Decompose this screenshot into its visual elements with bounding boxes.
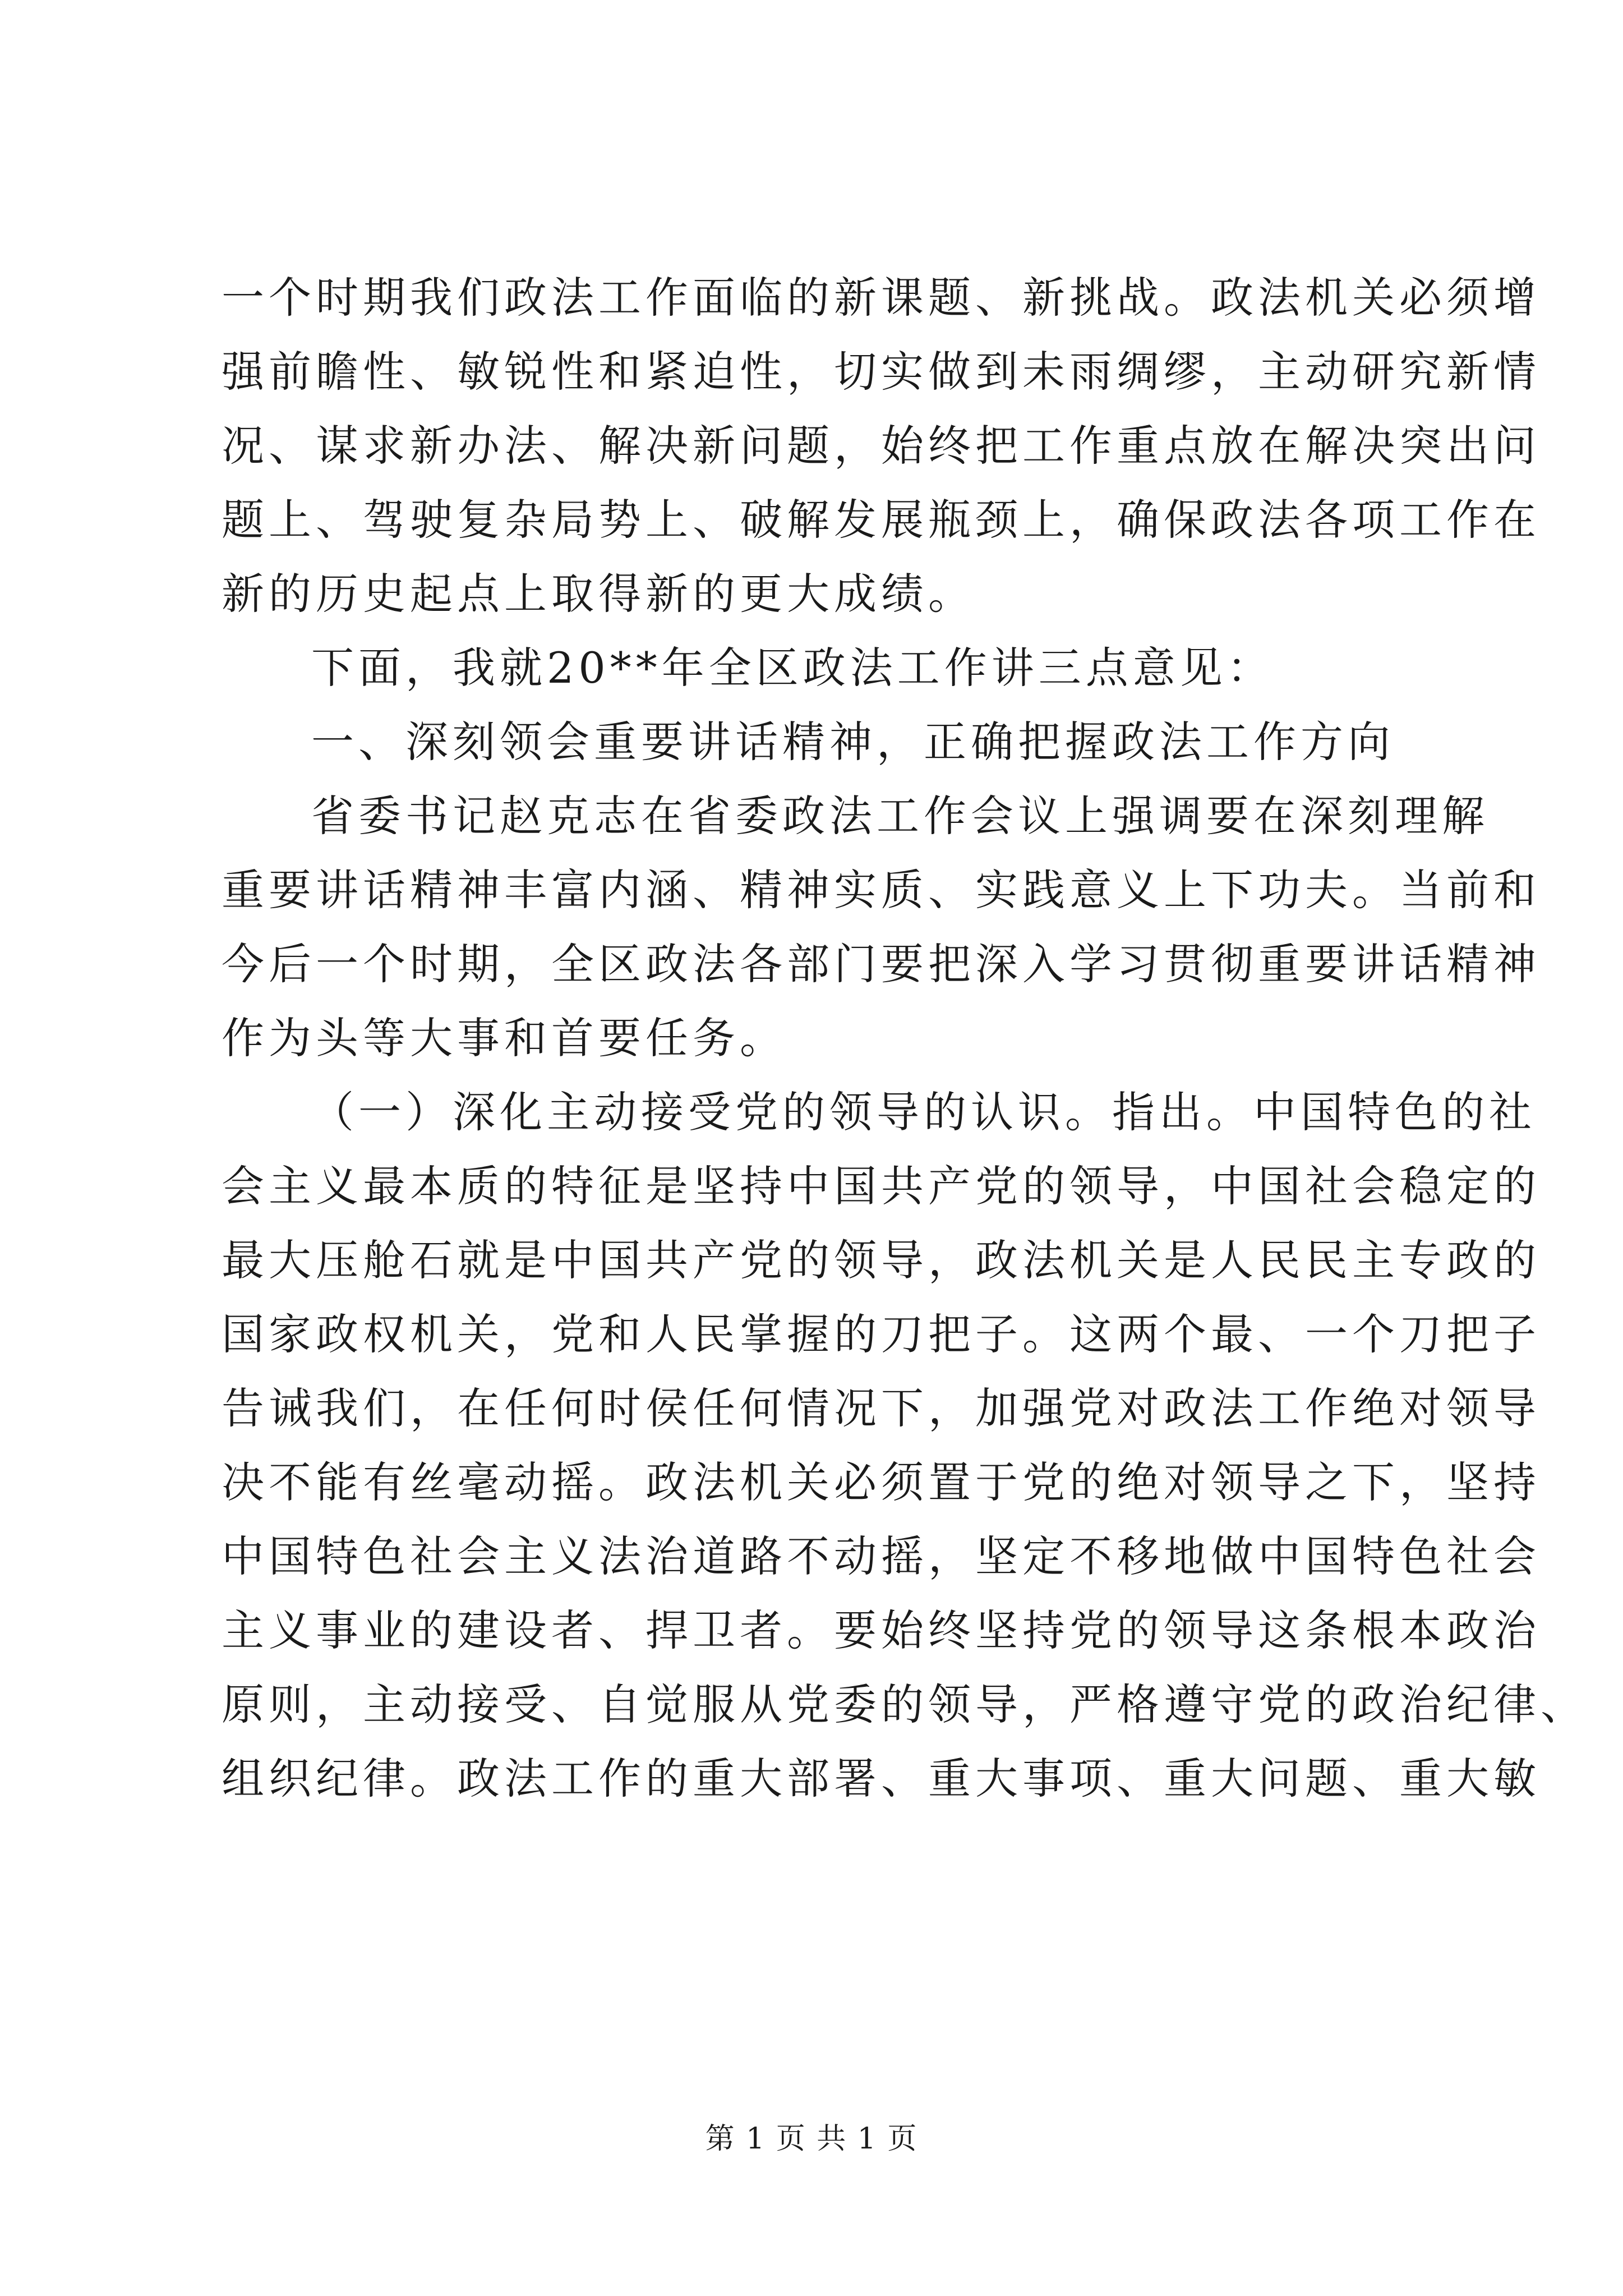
text-line: （一）深化主动接受党的领导的认识。指出。中国特色的社 [311,1087,1536,1137]
text-line: 告诫我们，在任何时侯任何情况下，加强党对政法工作绝对领导 [222,1383,1541,1433]
text-line: 省委书记赵克志在省委政法工作会议上强调要在深刻理解 [311,791,1489,841]
text-line: 组织纪律。政法工作的重大部署、重大事项、重大问题、重大敏 [222,1754,1541,1803]
text-line: 强前瞻性、敏锐性和紧迫性，切实做到未雨绸缪，主动研究新情 [222,347,1541,397]
text-line: 中国特色社会主义法治道路不动摇，坚定不移地做中国特色社会 [222,1531,1541,1581]
text-line: 新的历史起点上取得新的更大成绩。 [222,569,975,619]
text-line: 今后一个时期，全区政法各部门要把深入学习贯彻重要讲话精神 [222,939,1541,989]
text-line: 主义事业的建设者、捍卫者。要始终坚持党的领导这条根本政治 [222,1605,1541,1655]
text-line: 一个时期我们政法工作面临的新课题、新挑战。政法机关必须增 [222,273,1541,323]
text-line: 决不能有丝毫动摇。政法机关必须置于党的绝对领导之下，坚持 [222,1457,1541,1507]
text-line: 国家政权机关，党和人民掌握的刀把子。这两个最、一个刀把子 [222,1309,1541,1359]
text-line: 最大压舱石就是中国共产党的领导，政法机关是人民民主专政的 [222,1235,1541,1285]
text-line: 况、谋求新办法、解决新问题，始终把工作重点放在解决突出问 [222,421,1541,471]
text-line: 重要讲话精神丰富内涵、精神实质、实践意义上下功夫。当前和 [222,865,1541,915]
section-heading: 一、深刻领会重要讲话精神，正确把握政法工作方向 [311,717,1395,767]
text-line: 原则，主动接受、自觉服从党委的领导，严格遵守党的政治纪律、 [222,1680,1588,1729]
text-line: 题上、驾驶复杂局势上、破解发展瓶颈上，确保政法各项工作在 [222,495,1541,545]
text-line: 作为头等大事和首要任务。 [222,1013,787,1063]
text-line: 下面，我就20**年全区政法工作讲三点意见： [311,643,1274,693]
page-footer [0,2115,1623,2157]
page-number: 第 1 页 共 1 页 [705,2122,918,2156]
text-line: 会主义最本质的特征是坚持中国共产党的领导，中国社会稳定的 [222,1161,1541,1211]
document-body [222,261,1588,1816]
